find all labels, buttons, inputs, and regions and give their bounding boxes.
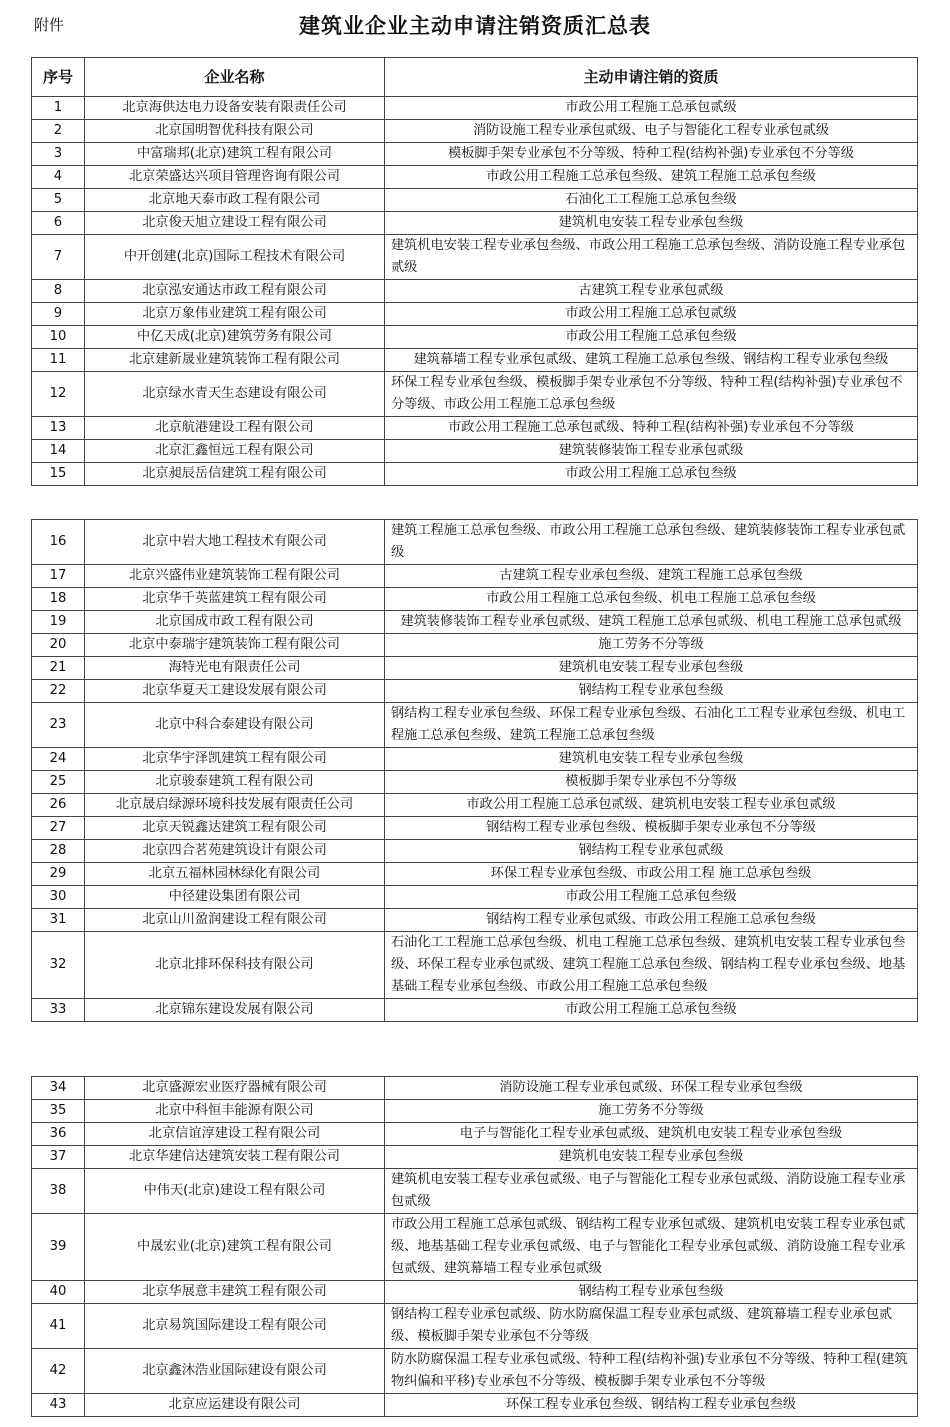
row-serial: 22 xyxy=(32,680,85,703)
row-qualification: 建筑机电安装工程专业承包叁级 xyxy=(385,1146,918,1169)
table-row xyxy=(32,280,918,303)
table-section-2 xyxy=(31,519,918,1022)
row-company-name: 北京中科合泰建设有限公司 xyxy=(85,703,385,748)
table-row xyxy=(32,212,918,235)
row-qualification: 电子与智能化工程专业承包贰级、建筑机电安装工程专业承包叁级 xyxy=(385,1123,918,1146)
row-qualification: 建筑幕墙工程专业承包贰级、建筑工程施工总承包叁级、钢结构工程专业承包叁级 xyxy=(385,349,918,372)
row-company-name: 北京泓安通达市政工程有限公司 xyxy=(85,280,385,303)
row-company-name: 北京昶辰岳信建筑工程有限公司 xyxy=(85,463,385,486)
row-serial: 42 xyxy=(32,1349,85,1394)
row-serial: 15 xyxy=(32,463,85,486)
header-serial: 序号 xyxy=(32,58,85,97)
page-title: 建筑业企业主动申请注销资质汇总表 xyxy=(299,14,651,38)
row-serial: 14 xyxy=(32,440,85,463)
table-row xyxy=(32,794,918,817)
table-row xyxy=(32,817,918,840)
row-serial: 28 xyxy=(32,840,85,863)
table-row xyxy=(32,166,918,189)
row-qualification: 钢结构工程专业承包贰级 xyxy=(385,840,918,863)
row-company-name: 北京信谊淳建设工程有限公司 xyxy=(85,1123,385,1146)
table-row xyxy=(32,1100,918,1123)
table-row xyxy=(32,657,918,680)
table-row xyxy=(32,1123,918,1146)
row-company-name: 北京国明智优科技有限公司 xyxy=(85,120,385,143)
row-qualification: 建筑机电安装工程专业承包叁级 xyxy=(385,212,918,235)
table-row xyxy=(32,1394,918,1417)
row-serial: 21 xyxy=(32,657,85,680)
row-qualification: 建筑装修装饰工程专业承包贰级、建筑工程施工总承包贰级、机电工程施工总承包贰级 xyxy=(385,611,918,634)
table-row xyxy=(32,1349,918,1394)
row-qualification: 古建筑工程专业承包叁级、建筑工程施工总承包叁级 xyxy=(385,565,918,588)
table-row xyxy=(32,999,918,1022)
table-section-1 xyxy=(31,57,918,486)
row-company-name: 北京华建信达建筑安装工程有限公司 xyxy=(85,1146,385,1169)
row-company-name: 中伟天(北京)建设工程有限公司 xyxy=(85,1169,385,1214)
attachment-label: 附件 xyxy=(34,16,65,34)
row-serial: 19 xyxy=(32,611,85,634)
row-qualification: 建筑装修装饰工程专业承包贰级 xyxy=(385,440,918,463)
row-company-name: 北京俊天旭立建设工程有限公司 xyxy=(85,212,385,235)
row-serial: 25 xyxy=(32,771,85,794)
row-qualification: 建筑机电安装工程专业承包贰级、电子与智能化工程专业承包贰级、消防设施工程专业承包贰级 xyxy=(385,1169,918,1214)
table-section-3 xyxy=(31,1076,918,1417)
row-serial: 37 xyxy=(32,1146,85,1169)
row-company-name: 北京建新晟业建筑装饰工程有限公司 xyxy=(85,349,385,372)
table-row xyxy=(32,303,918,326)
row-qualification: 市政公用工程施工总承包叁级、建筑工程施工总承包叁级 xyxy=(385,166,918,189)
row-qualification: 市政公用工程施工总承包叁级 xyxy=(385,999,918,1022)
row-company-name: 北京国成市政工程有限公司 xyxy=(85,611,385,634)
row-company-name: 中径建设集团有限公司 xyxy=(85,886,385,909)
row-company-name: 北京万象伟业建筑工程有限公司 xyxy=(85,303,385,326)
table-row xyxy=(32,520,918,565)
row-company-name: 北京兴盛伟业建筑装饰工程有限公司 xyxy=(85,565,385,588)
table-row xyxy=(32,1281,918,1304)
row-serial: 26 xyxy=(32,794,85,817)
row-qualification: 消防设施工程专业承包贰级、环保工程专业承包叁级 xyxy=(385,1077,918,1100)
row-company-name: 北京骏泰建筑工程有限公司 xyxy=(85,771,385,794)
row-serial: 18 xyxy=(32,588,85,611)
table-row xyxy=(32,634,918,657)
row-company-name: 北京中科恒丰能源有限公司 xyxy=(85,1100,385,1123)
row-company-name: 北京绿水青天生态建设有限公司 xyxy=(85,372,385,417)
table-row xyxy=(32,349,918,372)
row-qualification: 建筑机电安装工程专业承包叁级、市政公用工程施工总承包叁级、消防设施工程专业承包贰级 xyxy=(385,235,918,280)
row-company-name: 北京四合茗苑建筑设计有限公司 xyxy=(85,840,385,863)
row-serial: 20 xyxy=(32,634,85,657)
table-header-row xyxy=(32,58,918,97)
row-serial: 29 xyxy=(32,863,85,886)
table-row xyxy=(32,680,918,703)
row-company-name: 北京中岩大地工程技术有限公司 xyxy=(85,520,385,565)
table-row xyxy=(32,588,918,611)
row-serial: 8 xyxy=(32,280,85,303)
row-company-name: 北京华展意丰建筑工程有限公司 xyxy=(85,1281,385,1304)
row-serial: 39 xyxy=(32,1214,85,1281)
row-qualification: 市政公用工程施工总承包叁级、机电工程施工总承包叁级 xyxy=(385,588,918,611)
row-serial: 1 xyxy=(32,97,85,120)
row-qualification: 建筑工程施工总承包叁级、市政公用工程施工总承包叁级、建筑装修装饰工程专业承包贰级 xyxy=(385,520,918,565)
row-qualification: 模板脚手架专业承包不分等级 xyxy=(385,771,918,794)
row-company-name: 中亿天成(北京)建筑劳务有限公司 xyxy=(85,326,385,349)
row-qualification: 钢结构工程专业承包叁级、模板脚手架专业承包不分等级 xyxy=(385,817,918,840)
row-qualification: 模板脚手架专业承包不分等级、特种工程(结构补强)专业承包不分等级 xyxy=(385,143,918,166)
table-row xyxy=(32,417,918,440)
row-company-name: 北京天锐鑫达建筑工程有限公司 xyxy=(85,817,385,840)
row-serial: 35 xyxy=(32,1100,85,1123)
row-company-name: 中开创建(北京)国际工程技术有限公司 xyxy=(85,235,385,280)
table-row xyxy=(32,771,918,794)
row-company-name: 北京盛源宏业医疗器械有限公司 xyxy=(85,1077,385,1100)
row-serial: 5 xyxy=(32,189,85,212)
row-qualification: 石油化工工程施工总承包叁级、机电工程施工总承包叁级、建筑机电安装工程专业承包叁级、环保工程专业承包贰级、建筑工程施工总承包叁级、钢结构工程专业承包叁级、地基基础工程专业承包叁级、市政公用工程施工总承包叁级 xyxy=(385,932,918,999)
row-serial: 33 xyxy=(32,999,85,1022)
row-qualification: 环保工程专业承包叁级、钢结构工程专业承包叁级 xyxy=(385,1394,918,1417)
row-serial: 36 xyxy=(32,1123,85,1146)
row-serial: 40 xyxy=(32,1281,85,1304)
row-company-name: 北京华宇泽凯建筑工程有限公司 xyxy=(85,748,385,771)
row-serial: 7 xyxy=(32,235,85,280)
row-qualification: 建筑机电安装工程专业承包叁级 xyxy=(385,748,918,771)
row-serial: 6 xyxy=(32,212,85,235)
table-row xyxy=(32,703,918,748)
table-row xyxy=(32,748,918,771)
table-row xyxy=(32,97,918,120)
row-serial: 12 xyxy=(32,372,85,417)
table-row xyxy=(32,840,918,863)
row-company-name: 北京应运建设有限公司 xyxy=(85,1394,385,1417)
table-row xyxy=(32,611,918,634)
row-qualification: 石油化工工程施工总承包叁级 xyxy=(385,189,918,212)
table-row xyxy=(32,1169,918,1214)
row-serial: 38 xyxy=(32,1169,85,1214)
row-serial: 41 xyxy=(32,1304,85,1349)
row-qualification: 市政公用工程施工总承包贰级 xyxy=(385,303,918,326)
table-row xyxy=(32,372,918,417)
header-qualification: 主动申请注销的资质 xyxy=(385,58,918,97)
table-row xyxy=(32,143,918,166)
row-company-name: 北京汇鑫恒远工程有限公司 xyxy=(85,440,385,463)
row-company-name: 北京荣盛达兴项目管理咨询有限公司 xyxy=(85,166,385,189)
row-serial: 17 xyxy=(32,565,85,588)
row-company-name: 北京北排环保科技有限公司 xyxy=(85,932,385,999)
row-qualification: 建筑机电安装工程专业承包叁级 xyxy=(385,657,918,680)
table-row xyxy=(32,565,918,588)
row-serial: 3 xyxy=(32,143,85,166)
table-row xyxy=(32,120,918,143)
row-company-name: 北京华夏天工建设发展有限公司 xyxy=(85,680,385,703)
row-qualification: 钢结构工程专业承包叁级、环保工程专业承包叁级、石油化工工程专业承包叁级、机电工程施工总承包叁级、建筑工程施工总承包叁级 xyxy=(385,703,918,748)
row-serial: 10 xyxy=(32,326,85,349)
table-row xyxy=(32,189,918,212)
row-company-name: 海特光电有限责任公司 xyxy=(85,657,385,680)
row-company-name: 中晟宏业(北京)建筑工程有限公司 xyxy=(85,1214,385,1281)
row-qualification: 古建筑工程专业承包贰级 xyxy=(385,280,918,303)
row-serial: 2 xyxy=(32,120,85,143)
row-serial: 23 xyxy=(32,703,85,748)
header-company: 企业名称 xyxy=(85,58,385,97)
row-company-name: 北京易筑国际建设工程有限公司 xyxy=(85,1304,385,1349)
row-serial: 13 xyxy=(32,417,85,440)
table-row xyxy=(32,909,918,932)
table-row xyxy=(32,1214,918,1281)
row-qualification: 施工劳务不分等级 xyxy=(385,634,918,657)
row-qualification: 市政公用工程施工总承包贰级、特种工程(结构补强)专业承包不分等级 xyxy=(385,417,918,440)
table-row xyxy=(32,886,918,909)
table-row xyxy=(32,1077,918,1100)
row-company-name: 北京华千英蓝建筑工程有限公司 xyxy=(85,588,385,611)
table-row xyxy=(32,1304,918,1349)
row-company-name: 北京海供达电力设备安装有限责任公司 xyxy=(85,97,385,120)
row-serial: 24 xyxy=(32,748,85,771)
row-serial: 43 xyxy=(32,1394,85,1417)
table-row xyxy=(32,440,918,463)
table-row xyxy=(32,235,918,280)
row-serial: 32 xyxy=(32,932,85,999)
row-company-name: 北京航港建设工程有限公司 xyxy=(85,417,385,440)
table-row xyxy=(32,463,918,486)
row-qualification: 市政公用工程施工总承包叁级 xyxy=(385,886,918,909)
row-company-name: 北京晟启绿源环境科技发展有限责任公司 xyxy=(85,794,385,817)
row-qualification: 市政公用工程施工总承包贰级 xyxy=(385,97,918,120)
row-company-name: 北京中泰瑞宇建筑装饰工程有限公司 xyxy=(85,634,385,657)
row-serial: 11 xyxy=(32,349,85,372)
row-qualification: 市政公用工程施工总承包贰级、钢结构工程专业承包贰级、建筑机电安装工程专业承包贰级、地基基础工程专业承包贰级、电子与智能化工程专业承包贰级、消防设施工程专业承包贰级、建筑幕墙工程专业承包贰级 xyxy=(385,1214,918,1281)
row-qualification: 环保工程专业承包叁级、市政公用工程 施工总承包叁级 xyxy=(385,863,918,886)
table-row xyxy=(32,1146,918,1169)
row-company-name: 中富瑞邦(北京)建筑工程有限公司 xyxy=(85,143,385,166)
row-serial: 9 xyxy=(32,303,85,326)
table-row xyxy=(32,326,918,349)
row-serial: 16 xyxy=(32,520,85,565)
table-row xyxy=(32,932,918,999)
row-qualification: 环保工程专业承包叁级、模板脚手架专业承包不分等级、特种工程(结构补强)专业承包不分等级、市政公用工程施工总承包叁级 xyxy=(385,372,918,417)
row-serial: 27 xyxy=(32,817,85,840)
row-company-name: 北京地天泰市政工程有限公司 xyxy=(85,189,385,212)
row-qualification: 市政公用工程施工总承包叁级 xyxy=(385,463,918,486)
row-qualification: 防水防腐保温工程专业承包贰级、特种工程(结构补强)专业承包不分等级、特种工程(建筑物纠偏和平移)专业承包不分等级、模板脚手架专业承包不分等级 xyxy=(385,1349,918,1394)
row-qualification: 施工劳务不分等级 xyxy=(385,1100,918,1123)
row-qualification: 市政公用工程施工总承包贰级、建筑机电安装工程专业承包贰级 xyxy=(385,794,918,817)
row-qualification: 钢结构工程专业承包叁级 xyxy=(385,1281,918,1304)
row-serial: 4 xyxy=(32,166,85,189)
row-qualification: 钢结构工程专业承包贰级、防水防腐保温工程专业承包贰级、建筑幕墙工程专业承包贰级、模板脚手架专业承包不分等级 xyxy=(385,1304,918,1349)
row-qualification: 市政公用工程施工总承包叁级 xyxy=(385,326,918,349)
row-company-name: 北京鑫沐浩业国际建设有限公司 xyxy=(85,1349,385,1394)
row-serial: 30 xyxy=(32,886,85,909)
table-row xyxy=(32,863,918,886)
row-qualification: 钢结构工程专业承包叁级 xyxy=(385,680,918,703)
row-qualification: 消防设施工程专业承包贰级、电子与智能化工程专业承包贰级 xyxy=(385,120,918,143)
row-company-name: 北京锦东建设发展有限公司 xyxy=(85,999,385,1022)
row-company-name: 北京五福林园林绿化有限公司 xyxy=(85,863,385,886)
row-serial: 31 xyxy=(32,909,85,932)
row-company-name: 北京山川盈润建设工程有限公司 xyxy=(85,909,385,932)
row-qualification: 钢结构工程专业承包贰级、市政公用工程施工总承包叁级 xyxy=(385,909,918,932)
row-serial: 34 xyxy=(32,1077,85,1100)
